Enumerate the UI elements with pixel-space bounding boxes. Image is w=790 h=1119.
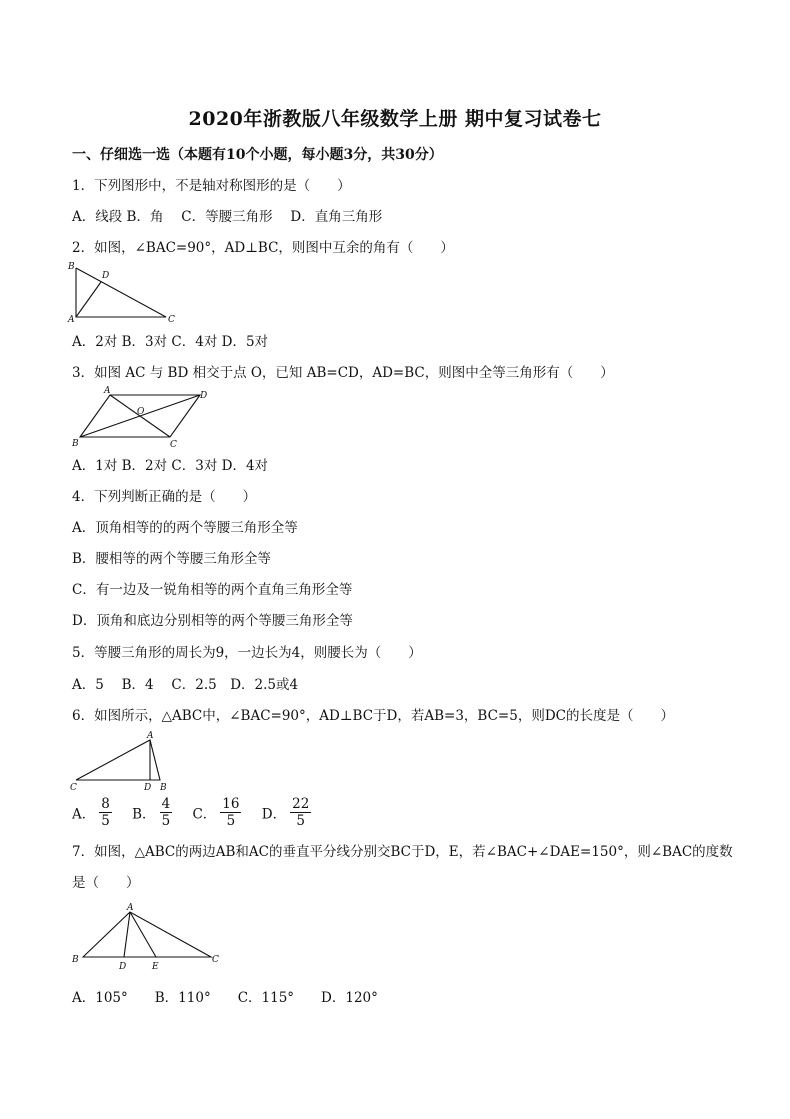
question-3-options: A．1对 B．2对 C．3对 D．4对 (72, 458, 269, 474)
fig7-label-d: D (119, 962, 127, 972)
fig2-label-d: D (102, 271, 110, 281)
question-4-option-b: B．腰相等的两个等腰三角形全等 (72, 551, 271, 567)
question-6-options (72, 796, 327, 829)
fig3-label-d: D (200, 391, 208, 401)
q6-option-d: D． $\frac{22}{5}$ (261, 796, 310, 829)
fig6-label-d: D (144, 783, 152, 793)
question-2-figure (68, 260, 188, 330)
fig3-label-b: B (72, 439, 79, 449)
question-7-figure (68, 900, 228, 975)
q6-option-c: C． $\frac{16}{5}$ (192, 796, 240, 829)
question-5-stem: 5．等腰三角形的周长为9，一边长为4，则腰长为（ ） (72, 645, 422, 661)
question-7-stem-line2: 是（ ） (72, 875, 140, 891)
question-6-stem: 6．如图所示，△ABC中，∠BAC=90°，AD⊥BC于D，若AB=3，BC=5，则DC的长度是（ ） (72, 708, 674, 724)
fig7-label-c: C (212, 955, 219, 965)
fig6-label-b: B (160, 783, 167, 793)
question-1-options: A．线段 B．角 C．等腰三角形 D．直角三角形 (72, 209, 383, 225)
fig2-label-a: A (68, 315, 75, 325)
question-2-options: A．2对 B．3对 C．4对 D．5对 (72, 334, 269, 350)
fig7-label-a: A (127, 903, 134, 913)
fig6-label-c: C (70, 783, 77, 793)
fig2-label-c: C (168, 315, 175, 325)
question-2-stem: 2．如图，∠BAC=90°，AD⊥BC，则图中互余的角有（ ） (72, 240, 454, 256)
fig7-label-b: B (72, 955, 79, 965)
question-4-stem: 4．下列判断正确的是（ ） (72, 489, 257, 505)
question-5-options: A．5 B．4 C．2.5 D．2.5或4 (72, 677, 299, 693)
question-4-option-d: D．顶角和底边分别相等的两个等腰三角形全等 (72, 613, 353, 629)
fig3-label-o: O (137, 407, 145, 417)
fig6-label-a: A (147, 731, 154, 741)
question-7-options: A．105° B．110° C．115° D．120° (72, 990, 378, 1006)
question-3-figure (70, 385, 220, 450)
question-4-option-a: A．顶角相等的的两个等腰三角形全等 (72, 520, 298, 536)
question-4-option-c: C．有一边及一锐角相等的两个直角三角形全等 (72, 582, 353, 598)
fig3-label-a: A (104, 386, 111, 396)
question-1-stem: 1．下列图形中，不是轴对称图形的是（ ） (72, 178, 351, 194)
question-6-figure (68, 730, 188, 795)
q6-option-a: A． $\frac{8}{5}$ (72, 796, 110, 829)
fig2-label-b: B (68, 262, 75, 272)
fig3-label-c: C (170, 440, 177, 450)
q6-option-b: B． $\frac{4}{5}$ (132, 796, 171, 829)
question-7-stem-line1: 7．如图，△ABC的两边AB和AC的垂直平分线分别交BC于D，E，若∠BAC+∠DAE=150°，则∠BAC的度数 (72, 844, 733, 860)
fig7-label-e: E (152, 962, 159, 972)
section-heading: 一、仔细选一选（本题有10个小题，每小题3分，共30分） (72, 147, 443, 163)
question-3-stem: 3．如图 AC 与 BD 相交于点 O，已知 AB=CD，AD=BC，则图中全等三角形有（ ） (72, 365, 614, 381)
page-title: 2020年浙教版八年级数学上册 期中复习试卷七 (188, 108, 602, 130)
